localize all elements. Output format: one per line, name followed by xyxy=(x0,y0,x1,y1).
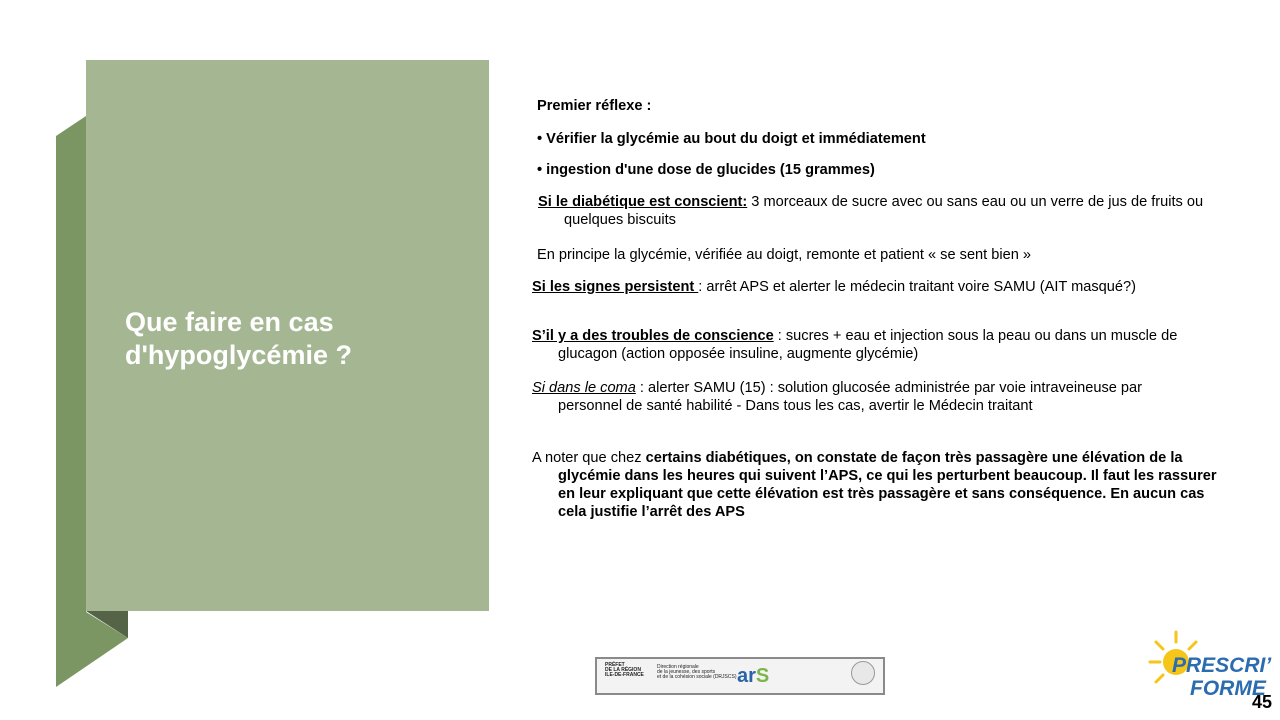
partner-logos xyxy=(595,657,885,695)
troubles-conscience-text: : sucres + eau et injection sous la peau ou dans un muscle de glucagon (action opposée insuline, augmente glycémie) xyxy=(558,328,1178,362)
prefet-logo: PRÉFET DE LA RÉGION ILE-DE-FRANCE xyxy=(605,662,644,678)
si-conscient-label: Si le diabétique est conscient: xyxy=(538,194,748,210)
bullet-glycemie: • Vérifier la glycémie au bout du doigt et immédiatement xyxy=(537,131,926,147)
prescriforme-line2: FORME xyxy=(1190,677,1266,700)
seal-icon xyxy=(851,661,875,685)
signes-persistent-label: Si les signes persistent xyxy=(532,279,699,295)
signes-persistent-text: : arrêt APS et alerter le médecin traitant voire SAMU (AIT masqué?) xyxy=(698,279,1137,295)
coma-text: : alerter SAMU (15) : solution glucosée administrée par voie intraveineuse par personnel de santé habilité - Dans tous les cas, avertir le Médecin traitant xyxy=(558,380,1143,414)
coma-label: Si dans le coma xyxy=(532,380,636,396)
si-conscient-paragraph xyxy=(538,193,1219,229)
drjscs-logo: Direction régionale de la jeunesse, des sports et de la cohésion sociale (DRJSCS) xyxy=(657,664,737,680)
note-paragraph xyxy=(532,449,1218,521)
bullet-glucides: • ingestion d'une dose de glucides (15 grammes) xyxy=(537,162,875,178)
signes-persistent-paragraph xyxy=(532,278,1158,296)
ars-logo: arS xyxy=(737,665,770,687)
note-bold-text: certains diabétiques, on constate de façon très passagère une élévation de la glycémie dans les heures qui suivent l’APS, ce qui les perturbent beaucoup. Il faut les rassurer en leur expliquant que cette élévation est très passagère et sans conséquence. En aucun cas cela justifie l’arrêt des APS xyxy=(558,450,1217,520)
coma-paragraph xyxy=(532,379,1158,415)
troubles-conscience-label: S’il y a des troubles de conscience xyxy=(532,328,774,344)
slide-title: Que faire en cas d'hypoglycémie ? xyxy=(125,307,352,370)
page-number: 45 xyxy=(1252,692,1273,712)
troubles-conscience-paragraph xyxy=(532,327,1221,363)
si-conscient-text: 3 morceaux de sucre avec ou sans eau ou un verre de jus de fruits ou quelques biscuits xyxy=(564,194,1204,228)
note-intro: A noter que chez xyxy=(532,450,646,466)
principe-paragraph: En principe la glycémie, vérifiée au doigt, remonte et patient « se sent bien » xyxy=(537,247,1032,263)
premier-reflexe: Premier réflexe : xyxy=(537,98,652,114)
prescriforme-line1: PRESCRI’ xyxy=(1172,654,1272,677)
